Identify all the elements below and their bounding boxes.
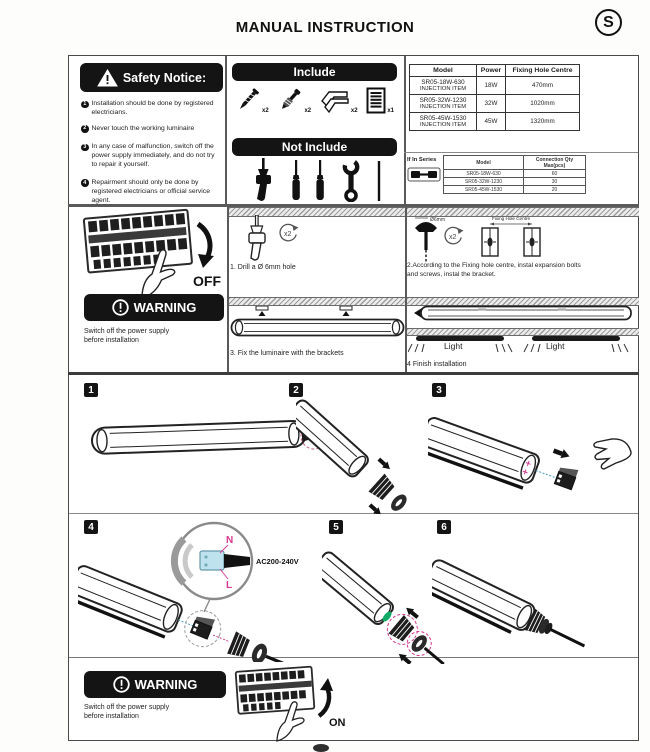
cap-nut-icon: [369, 474, 397, 503]
series-header-row: [444, 156, 586, 170]
cable: [266, 656, 304, 662]
include-item: [277, 86, 311, 114]
safety-item: [81, 143, 222, 169]
ceiling-hatch: [229, 297, 405, 306]
light-label: Light: [546, 341, 565, 351]
series-model: SR05-45W-1530: [444, 186, 524, 194]
breaker-panel: [236, 667, 315, 714]
light-rays-illustration: [408, 335, 637, 357]
model-cell: SR05-32W-1230: [419, 97, 467, 104]
step-badge-2: 2: [289, 383, 303, 397]
series-row: [444, 178, 586, 186]
hand-icon: [594, 439, 631, 469]
warning-text-top: [84, 327, 224, 346]
divider: [405, 206, 407, 372]
safety-item: [81, 179, 222, 205]
col-header: Fixing Hole Centre: [506, 65, 580, 77]
voltage-label: AC200-240V: [256, 557, 299, 566]
warning-box-top: [84, 294, 224, 321]
fixing-hole-centre-diagram: [470, 214, 552, 262]
breaker-on-illustration: [233, 664, 351, 742]
model-table-header-row: [410, 65, 580, 77]
model-table-row: [410, 77, 580, 95]
arrow-icon: [552, 446, 571, 461]
bullet-number: 3: [81, 144, 89, 152]
screwdriver-icon: [290, 160, 302, 202]
drill-up-icon: [240, 215, 274, 261]
safety-item-text: Installation should be done by registered electricians.: [91, 100, 214, 116]
x2-label: x2: [449, 234, 457, 241]
divider: [404, 56, 406, 205]
step6-illustration: [432, 548, 632, 654]
step2-illustration: [296, 396, 436, 514]
series-connector-icon: [407, 167, 441, 182]
step2-caption: 2.According to the Fixing hole centre, instal expansion bolts and screws, instal the bracket.: [407, 262, 581, 278]
divider: [225, 56, 227, 205]
step3-illustration: [428, 398, 636, 510]
include-qty: x2: [350, 108, 358, 114]
expansion-bolt-icon: [277, 86, 303, 114]
model-sub: INJECTION ITEM: [419, 86, 467, 92]
model-cell: SR05-18W-630: [421, 79, 465, 86]
power-cell: 18W: [477, 77, 506, 95]
series-label: If In Series: [407, 157, 437, 163]
page-title: MANUAL INSTRUCTION: [235, 19, 415, 36]
power-cell: 45W: [477, 113, 506, 131]
centre-cell: 1320mm: [506, 113, 580, 131]
step4-caption: 4 Finish installation: [407, 361, 467, 368]
step4-illustration: [78, 550, 346, 662]
bracket-mount-arrows: [240, 306, 390, 317]
model-cell: SR05-45W-1530: [419, 115, 467, 122]
series-table: [443, 155, 586, 194]
not-include-header: [232, 138, 397, 156]
series-model: SR05-32W-1230: [444, 178, 524, 186]
include-header: [232, 63, 397, 81]
safety-notice-title: Safety Notice:: [122, 70, 207, 85]
exclamation-circle-icon: [113, 676, 130, 693]
centre-cell: 1020mm: [506, 95, 580, 113]
wire-l-label: L: [226, 580, 233, 591]
off-label: OFF: [193, 273, 221, 289]
model-sub: INJECTION ITEM: [419, 122, 467, 128]
col-header: Power: [477, 65, 506, 77]
not-include-items: [232, 158, 397, 202]
step-badge-5: 5: [329, 520, 343, 534]
step1-caption: 1. Drill a Ø 6mm hole: [230, 264, 296, 271]
series-qty: 60: [524, 170, 586, 178]
bracket-icon: [524, 228, 540, 256]
centre-cell: 470mm: [506, 77, 580, 95]
warning-line: Switch off the power supply: [84, 704, 170, 711]
divider: [404, 152, 638, 153]
series-qty: 20: [524, 186, 586, 194]
connector-block-icon: [190, 613, 215, 639]
seal-ring-icon: [249, 641, 270, 662]
wrench-icon: [338, 158, 364, 202]
series-qty: 30: [524, 178, 586, 186]
x2-label: x2: [284, 231, 292, 238]
include-item: [366, 87, 394, 114]
arrow-icon: [376, 456, 393, 472]
cap-nut-icon: [389, 615, 417, 644]
bullet-number: 1: [81, 101, 89, 109]
arrow-icon: [367, 502, 384, 514]
series-row: [444, 186, 586, 194]
model-table-row: [410, 95, 580, 113]
model-table: [409, 64, 580, 131]
rotate-x2-icon: [441, 224, 465, 248]
include-qty: x1: [387, 108, 394, 114]
luminaire-tube: [230, 318, 405, 337]
screwdriver-icon: [314, 160, 326, 202]
warning-title: WARNING: [134, 677, 198, 692]
arrow-icon: [396, 651, 413, 664]
bracket-icon: [482, 228, 498, 256]
include-item: [320, 88, 358, 114]
include-qty: x2: [262, 108, 269, 114]
wire-n-label: N: [226, 535, 234, 546]
drill-icon: [248, 158, 278, 202]
warning-line: Switch off the power supply: [84, 328, 170, 335]
include-title: Include: [293, 65, 336, 79]
screw-icon: [235, 86, 261, 114]
divider: [68, 372, 639, 375]
seal-ring-icon: [388, 492, 410, 514]
safety-notice-header: [80, 63, 223, 92]
step-badge-1: 1: [84, 383, 98, 397]
safety-item-text: Never touch the working luminaire: [91, 124, 195, 132]
safety-item: [81, 125, 222, 134]
fixing-hole-centre-label: Fixing Hole Centre: [491, 216, 531, 221]
step-badge-3: 3: [432, 383, 446, 397]
bracket-icon: [320, 88, 350, 114]
breaker-panel: [84, 210, 192, 273]
power-cell: 32W: [477, 95, 506, 113]
warning-line: before installation: [84, 713, 139, 721]
series-row: [444, 170, 586, 178]
light-label: Light: [444, 341, 463, 351]
brand-logo: S: [595, 9, 622, 36]
not-include-title: Not Include: [281, 140, 348, 154]
include-items: [232, 86, 397, 114]
bullet-number: 4: [81, 179, 89, 187]
rotate-x2-icon: [276, 221, 300, 245]
col-header: Model: [410, 65, 477, 77]
include-qty: x2: [304, 108, 312, 114]
breaker-off-illustration: [80, 208, 228, 300]
safety-notice-list: [81, 100, 222, 212]
arrow-down-icon: [198, 224, 210, 258]
warning-box-bottom: [84, 671, 226, 698]
connector-block-icon: [554, 464, 578, 490]
on-label: ON: [329, 717, 346, 729]
rod-icon: [376, 160, 382, 202]
manual-icon: [366, 87, 386, 114]
exclamation-circle-icon: [112, 299, 129, 316]
bullet-number: 2: [81, 125, 89, 133]
step-badge-4: 4: [84, 520, 98, 534]
safety-item: [81, 100, 222, 118]
series-model: SR05-18W-630: [444, 170, 524, 178]
warning-title: WARNING: [133, 300, 197, 315]
model-sub: INJECTION ITEM: [419, 104, 467, 110]
cap-nut-icon: [227, 631, 251, 659]
include-item: [235, 86, 269, 114]
step3-caption: 3. Fix the luminaire with the brackets: [230, 350, 344, 357]
step-badge-6: 6: [437, 520, 451, 534]
col-header: Model: [444, 156, 524, 170]
warning-line: before installation: [84, 337, 139, 345]
safety-item-text: In any case of malfunction, switch off the power supply immediately, and do not try to repair it yourself.: [91, 143, 215, 169]
warning-triangle-icon: [97, 69, 118, 87]
hole-size-label: Ø6mm: [430, 217, 445, 223]
cable: [550, 629, 584, 646]
page-mark: [313, 744, 329, 752]
safety-item-text: Repairment should only be done by registered electricians or official service agent.: [91, 178, 210, 204]
mounted-luminaire: [408, 305, 637, 322]
model-table-row: [410, 113, 580, 131]
col-header: Connection Qty Max(pcs): [524, 156, 586, 170]
warning-text-bottom: [84, 703, 224, 722]
